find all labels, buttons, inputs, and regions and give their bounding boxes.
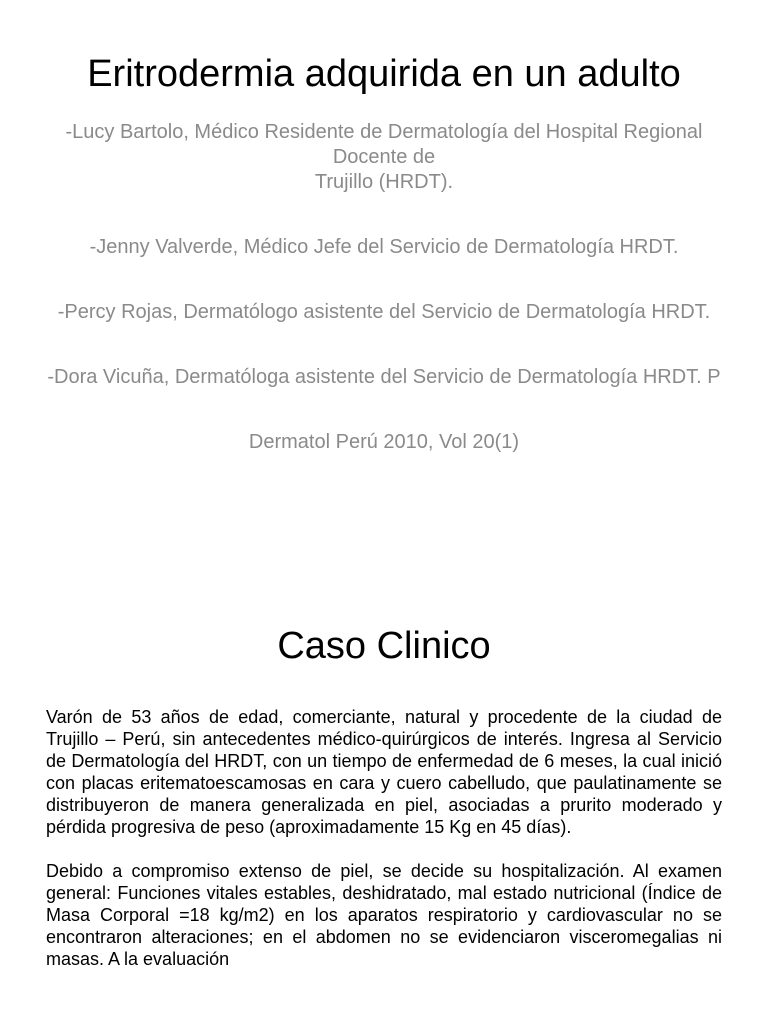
citation: Dermatol Perú 2010, Vol 20(1) <box>248 431 520 453</box>
author-entry-valverde <box>40 235 728 260</box>
case-body <box>46 706 722 992</box>
author-line: -Lucy Bartolo, Médico Residente de Dermatología del Hospital Regional Docente de <box>65 121 703 168</box>
author-line: -Dora Vicuña, Dermatóloga asistente del Servicio de Dermatología HRDT. P <box>47 366 721 388</box>
author-entry-bartolo <box>40 120 728 195</box>
authors-list <box>40 120 728 455</box>
case-slide <box>0 570 768 1024</box>
author-line: -Jenny Valverde, Médico Jefe del Servicio de Dermatología HRDT. <box>89 236 679 258</box>
author-line: Trujillo (HRDT). <box>314 171 454 193</box>
slide-title: Eritrodermia adquirida en un adulto <box>87 53 681 95</box>
case-paragraph: Varón de 53 años de edad, comerciante, natural y procedente de la ciudad de Trujillo – Perú, sin antecedentes médico-quirúrgicos de interés. Ingresa al Servicio de Dermatología del HRDT, con un tiempo de enfermedad de 6 meses, la cual inició con placas eritematoescamosas en cara y cuero cabelludo, que paulatinamente se distribuyeron de manera generalizada en piel, asociadas a prurito moderado y pérdida progresiva de peso (aproximadamente 15 Kg en 45 días). <box>46 707 722 837</box>
case-title: Caso Clinico <box>277 625 491 667</box>
author-entry-rojas <box>40 300 728 325</box>
author-line: -Percy Rojas, Dermatólogo asistente del Servicio de Dermatología HRDT. <box>57 301 711 323</box>
author-entry-vicuna <box>40 365 728 390</box>
case-paragraph: Debido a compromiso extenso de piel, se decide su hospitalización. Al examen general: Funciones vitales estables, deshidratado, mal estado nutricional (Índice de Masa Corporal =18 kg/m2) en los aparatos respiratorio y cardiovascular no se encontraron alteraciones; en el abdomen no se evidenciaron visceromegalias ni masas. A la evaluación <box>46 861 722 969</box>
